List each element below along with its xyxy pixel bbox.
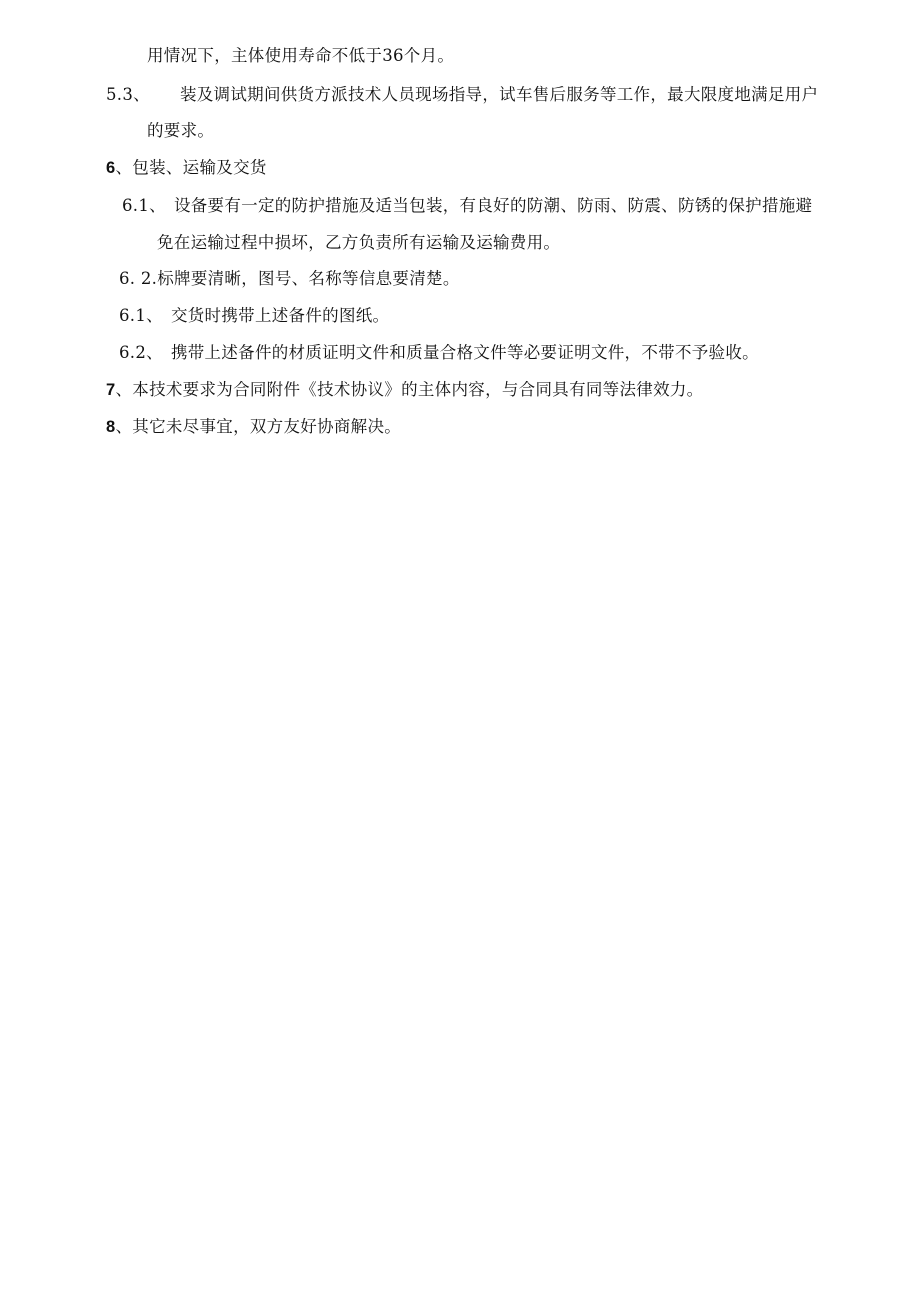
text: 免在运输过程中损坏，乙方负责所有运输及运输费用。 (157, 233, 561, 252)
clause-number: 6. 2. (119, 269, 158, 288)
clause-6-2-nameplate (119, 268, 460, 290)
section-text: 、其它未尽事宜，双方友好协商解决。 (115, 417, 402, 436)
clause-6-1-packaging (122, 195, 812, 217)
clause-number: 6.2、 (119, 343, 163, 362)
section-number: 8 (106, 418, 116, 436)
clause-text: 设备要有一定的防护措施及适当包装，有良好的防潮、防雨、防震、防锈的保护措施避 (173, 196, 813, 215)
section-text: 、本技术要求为合同附件《技术协议》的主体内容，与合同具有同等法律效力。 (115, 380, 704, 399)
clause-6-2-certificates (119, 342, 759, 364)
text: 用情况下，主体使用寿命不低于36个月。 (147, 46, 455, 65)
clause-text: 交货时携带上述备件的图纸。 (170, 306, 390, 325)
text-line-requirements (147, 120, 214, 142)
section-title: 、包装、运输及交货 (115, 158, 267, 177)
clause-text: 标牌要清晰，图号、名称等信息要清楚。 (157, 269, 460, 288)
clause-text: 装及调试期间供货方派技术人员现场指导，试车售后服务等工作，最大限度地满足用户 (179, 85, 819, 104)
text-line-transport (157, 232, 560, 254)
section-heading-6 (106, 157, 267, 179)
text-line-service-life (147, 45, 454, 67)
section-number: 7 (106, 381, 116, 399)
section-number: 6 (106, 159, 116, 177)
section-heading-7 (106, 379, 703, 401)
clause-number: 5.3、 (106, 85, 150, 104)
clause-6-1-drawings (119, 305, 389, 327)
text: 的要求。 (147, 121, 215, 140)
clause-number: 6.1、 (122, 196, 166, 215)
clause-5-3 (106, 84, 818, 106)
clause-number: 6.1、 (119, 306, 163, 325)
section-heading-8 (106, 416, 401, 438)
clause-text: 携带上述备件的材质证明文件和质量合格文件等必要证明文件，不带不予验收。 (170, 343, 759, 362)
